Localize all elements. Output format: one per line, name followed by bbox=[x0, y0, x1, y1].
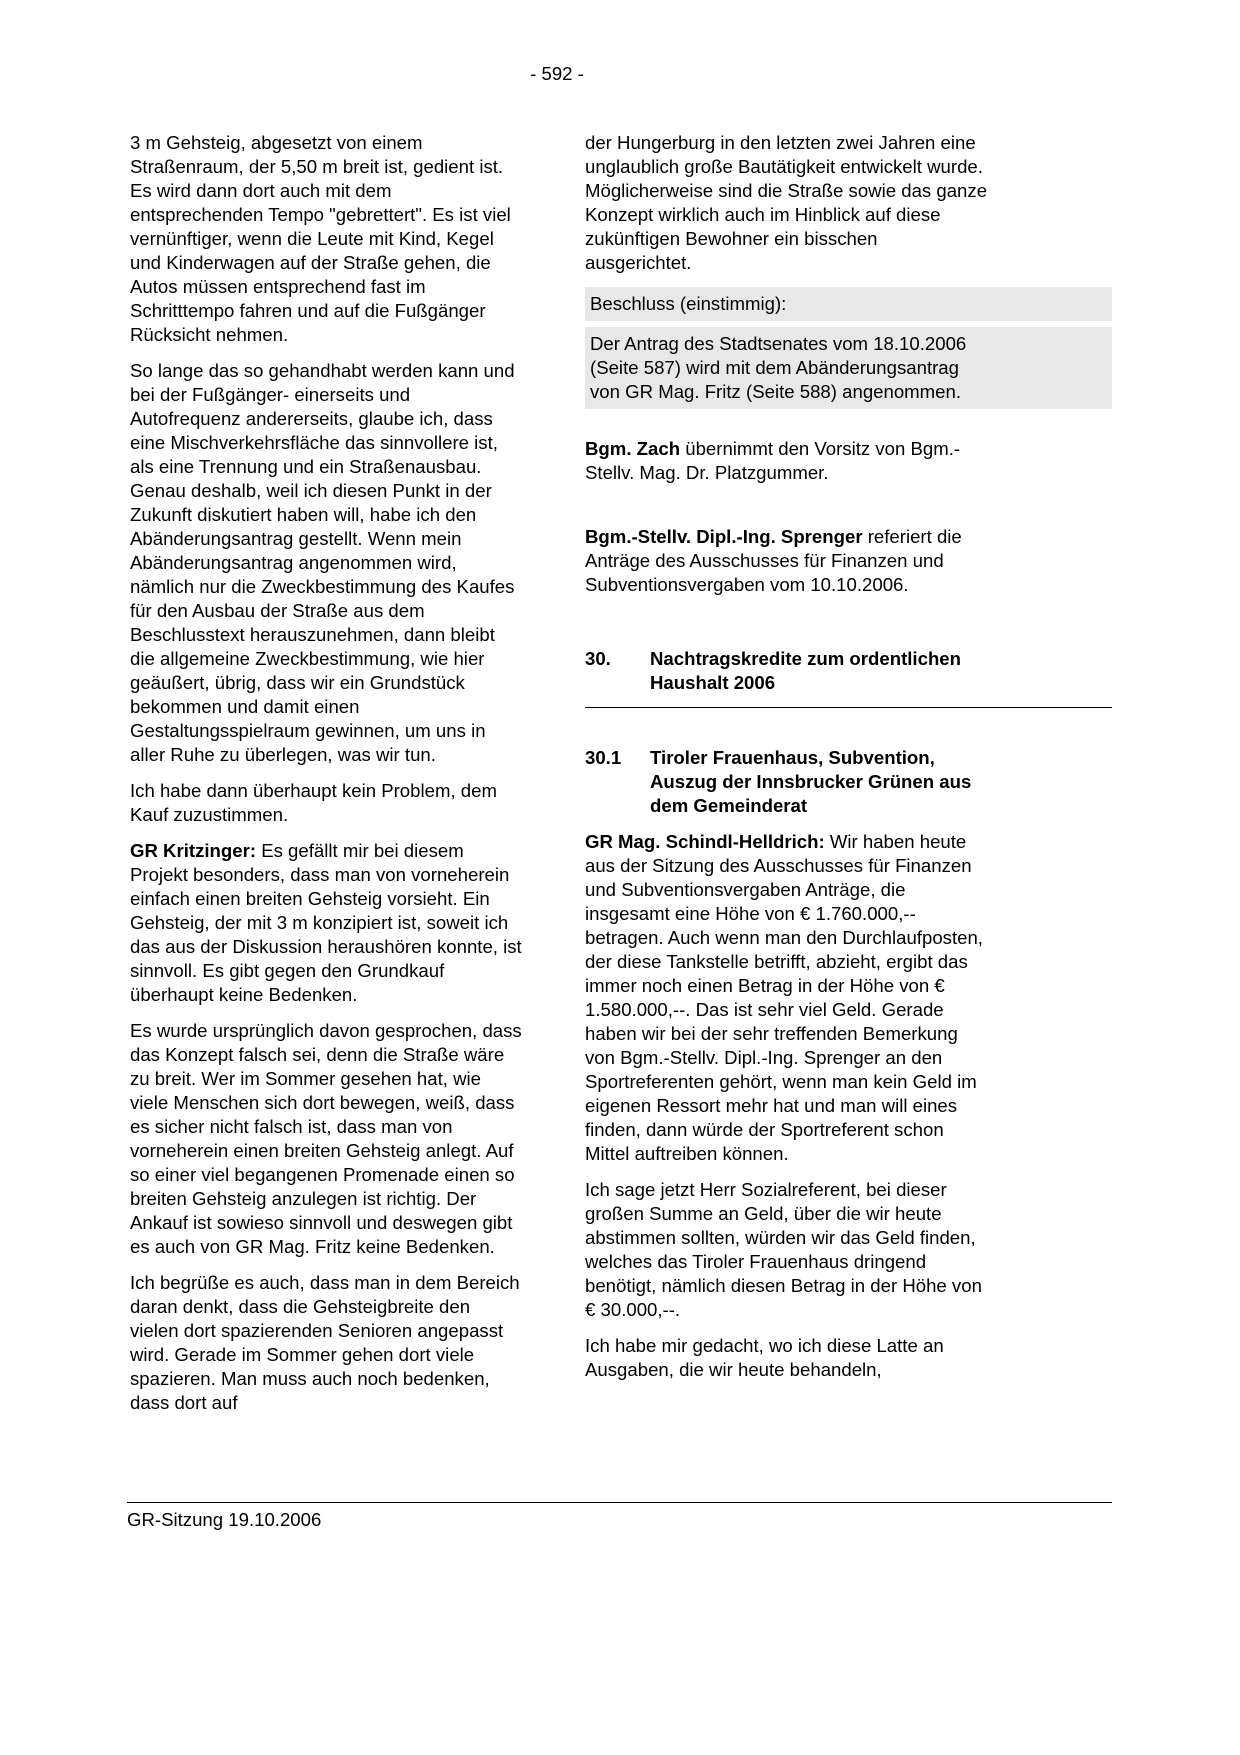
paragraph: 3 m Gehsteig, abgesetzt von einem Straßenraum, der 5,50 m breit ist, gedient ist. Es wird dann dort auch mit dem entsprechenden Tempo "gebrettert". Es ist viel vernünftiger, wenn die Leute mit Kind, Kegel und Kinderwagen auf der Straße gehen, die Autos müssen entsprechend fast im Schritttempo fahren und auf die Fußgänger Rücksicht nehmen. bbox=[130, 132, 511, 345]
speaker-text: übernimmt den Vorsitz von Bgm.-Stellv. Mag. Dr. Platzgummer. bbox=[585, 438, 961, 483]
speaker-paragraph bbox=[585, 830, 989, 1166]
referent-paragraph bbox=[585, 525, 989, 597]
section-heading-30-1 bbox=[585, 746, 1112, 818]
decision-header-box bbox=[585, 287, 1112, 321]
speaker-text: Wir haben heute aus der Sitzung des Ausschusses für Finanzen und Subventionsvergaben Anträge, die insgesamt eine Höhe von € 1.760.000,-- betragen. Auch wenn man den Durchlaufposten, der diese Tankstelle betrifft, abzieht, ergibt das immer noch einen Betrag in der Höhe von € 1.580.000,--. Das ist sehr viel Geld. Gerade haben wir bei der sehr treffenden Bemerkung von Bgm.-Stellv. Dipl.-Ing. Sprenger an den Sportreferenten gehört, wenn man kein Geld im eigenen Ressort mehr hat und man will eines finden, dann würde der Sportreferent schon Mittel auftreiben können. bbox=[585, 831, 983, 1164]
footer-label: GR-Sitzung 19.10.2006 bbox=[127, 1509, 322, 1530]
decision-text: Der Antrag des Stadtsenates vom 18.10.2006 (Seite 587) wird mit dem Abänderungsantrag von GR Mag. Fritz (Seite 588) angenommen. bbox=[590, 333, 967, 402]
paragraph: Ich sage jetzt Herr Sozialreferent, bei dieser großen Summe an Geld, über die wir heute abstimmen sollten, würden wir das Geld finden, welches das Tiroler Frauenhaus dringend benötigt, nämlich diesen Betrag in der Höhe von € 30.000,--. bbox=[585, 1179, 982, 1320]
decision-text-box bbox=[585, 327, 1112, 409]
section-number: 30.1 bbox=[585, 747, 622, 768]
section-title: Tiroler Frauenhaus, Subvention, Auszug der Innsbrucker Grünen aus dem Gemeinderat bbox=[650, 747, 972, 816]
paragraph: Ich begrüße es auch, dass man in dem Bereich daran denkt, dass die Gehsteigbreite den vielen dort spazierenden Senioren angepasst wird. Gerade im Sommer gehen dort viele spazieren. Man muss auch noch bedenken, dass dort auf bbox=[130, 1272, 520, 1413]
page-number: - 592 - bbox=[530, 63, 584, 84]
section-title: Nachtragskredite zum ordentlichen Haushalt 2006 bbox=[650, 648, 962, 693]
paragraph: Es wurde ursprünglich davon gesprochen, dass das Konzept falsch sei, denn die Straße wäre zu breit. Wer im Sommer gesehen hat, wie viele Menschen sich dort bewegen, weiß, dass es sicher nicht falsch ist, dass man von vorneherein einen breiten Gehsteig anlegt. Auf so einer viel begangenen Promenade einen so breiten Gehsteig anzulegen ist richtig. Der Ankauf ist sowieso sinnvoll und deswegen gibt es auch von GR Mag. Fritz keine Bedenken. bbox=[130, 1020, 522, 1257]
paragraph: So lange das so gehandhabt werden kann und bei der Fußgänger- einerseits und Autofrequenz andererseits, glaube ich, dass eine Mischverkehrsfläche das sinnvollere ist, als eine Trennung und ein Straßenausbau. Genau deshalb, weil ich diesen Punkt in der Zukunft diskutiert haben will, habe ich den Abänderungsantrag gestellt. Wenn mein Abänderungsantrag angenommen wird, nämlich nur die Zweckbestimmung des Kaufes für den Ausbau der Straße aus dem Beschlusstext herauszunehmen, dann bleibt die allgemeine Zweckbestimmung, wie hier geäußert, übrig, dass wir ein Grundstück bekommen und damit einen Gestaltungsspielraum gewinnen, um uns in aller Ruhe zu überlegen, was wir tun. bbox=[130, 360, 515, 765]
speaker-text: referiert die Anträge des Ausschusses für Finanzen und Subventionsvergaben vom 10.10.2006. bbox=[585, 526, 962, 595]
speaker-name: GR Kritzinger: bbox=[130, 840, 257, 861]
paragraph: Ich habe mir gedacht, wo ich diese Latte an Ausgaben, die wir heute behandeln, bbox=[585, 1335, 944, 1380]
speaker-paragraph bbox=[130, 839, 522, 1007]
speaker-text: Es gefällt mir bei diesem Projekt besonders, dass man von vorneherein einfach einen breiten Gehsteig vorsieht. Ein Gehsteig, der mit 3 m konzipiert ist, soweit ich das aus der Diskussion heraushören konnte, ist sinnvoll. Es gibt gegen den Grundkauf überhaupt keine Bedenken. bbox=[130, 840, 522, 1005]
speaker-name: Bgm. Zach bbox=[585, 438, 681, 459]
speaker-name: Bgm.-Stellv. Dipl.-Ing. Sprenger bbox=[585, 526, 863, 547]
page-content bbox=[130, 131, 1112, 1427]
section-heading-30 bbox=[585, 647, 1112, 708]
chair-handover-paragraph bbox=[585, 437, 989, 485]
left-column bbox=[130, 131, 522, 1427]
paragraph: Ich habe dann überhaupt kein Problem, dem Kauf zuzustimmen. bbox=[130, 780, 497, 825]
section-number: 30. bbox=[585, 648, 611, 669]
speaker-name: GR Mag. Schindl-Helldrich: bbox=[585, 831, 825, 852]
page-footer bbox=[127, 1502, 1112, 1532]
paragraph: der Hungerburg in den letzten zwei Jahren eine unglaublich große Bautätigkeit entwickelt wurde. Möglicherweise sind die Straße sowie das ganze Konzept wirklich auch im Hinblick auf diese zukünftigen Bewohner ein bisschen ausgerichtet. bbox=[585, 132, 988, 273]
decision-heading: Beschluss (einstimmig): bbox=[590, 293, 787, 314]
right-column bbox=[585, 131, 1112, 1394]
